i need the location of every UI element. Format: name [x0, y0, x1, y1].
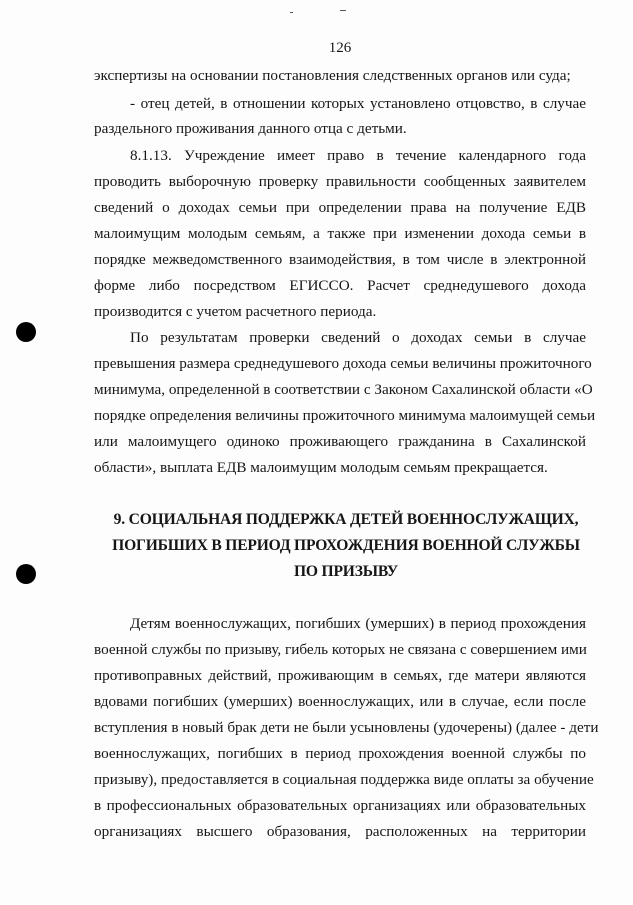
text-line: вдовами погибших (умерших) военнослужащих, или в случае, если после [94, 693, 586, 710]
section-heading: ПОГИБШИХ В ПЕРИОД ПРОХОЖДЕНИЯ ВОЕННОЙ СЛУЖБЫ [112, 537, 580, 554]
text-line: 8.1.13. Учреждение имеет право в течение календарного года [130, 147, 586, 164]
text-line: По результатам проверки сведений о доходах семьи в случае [130, 329, 586, 346]
text-line: в профессиональных образовательных организациях или образовательных [94, 797, 586, 814]
punch-hole [16, 564, 36, 584]
text-line: экспертизы на основании постановления следственных органов или суда; [94, 67, 571, 84]
scan-speck [340, 10, 346, 11]
text-line: производится с учетом расчетного периода. [94, 303, 377, 320]
text-line: превышения размера среднедушевого дохода семьи величины прожиточного [94, 355, 592, 372]
punch-hole [16, 322, 36, 342]
text-line: или малоимущего одиноко проживающего гражданина в Сахалинской [94, 433, 586, 450]
text-line: военной службы по призыву, гибель которых не связана с совершением ими [94, 641, 587, 658]
text-line: организациях высшего образования, расположенных на территории [94, 823, 586, 840]
text-line: - отец детей, в отношении которых установлено отцовство, в случае [130, 95, 586, 112]
text-line: военнослужащих, погибших в период прохождения военной службы по [94, 745, 586, 762]
text-line: порядке межведомственного взаимодействия, в том числе в электронной [94, 251, 586, 268]
page-number: 126 [328, 40, 352, 56]
text-line: малоимущим молодым семьям, а также при изменении дохода семьи в [94, 225, 586, 242]
text-line: проводить выборочную проверку правильности сообщенных заявителем [94, 173, 586, 190]
text-line: сведений о доходах семьи при определении права на получение ЕДВ [94, 199, 586, 216]
text-line: минимума, определенной в соответствии с Законом Сахалинской области «О [94, 381, 593, 398]
text-line: раздельного проживания данного отца с детьми. [94, 120, 407, 137]
section-heading: ПО ПРИЗЫВУ [293, 563, 399, 580]
section-heading: 9. СОЦИАЛЬНАЯ ПОДДЕРЖКА ДЕТЕЙ ВОЕННОСЛУЖАЩИХ, [113, 511, 579, 528]
text-line: порядке определения величины прожиточного минимума малоимущей семьи [94, 407, 596, 424]
text-line: противоправных действий, проживающим в семьях, где матери являются [94, 667, 586, 684]
text-line: области», выплата ЕДВ малоимущим молодым семьям прекращается. [94, 459, 548, 476]
text-line: Детям военнослужащих, погибших (умерших) в период прохождения [130, 615, 586, 632]
text-line: вступления в новый брак дети не были усыновлены (удочерены) (далее - дети [94, 719, 599, 736]
text-line: форме либо посредством ЕГИССО. Расчет среднедушевого дохода [94, 277, 586, 294]
text-line: призыву), предоставляется в социальная поддержка виде оплаты за обучение [94, 771, 594, 788]
scan-speck [290, 12, 293, 13]
